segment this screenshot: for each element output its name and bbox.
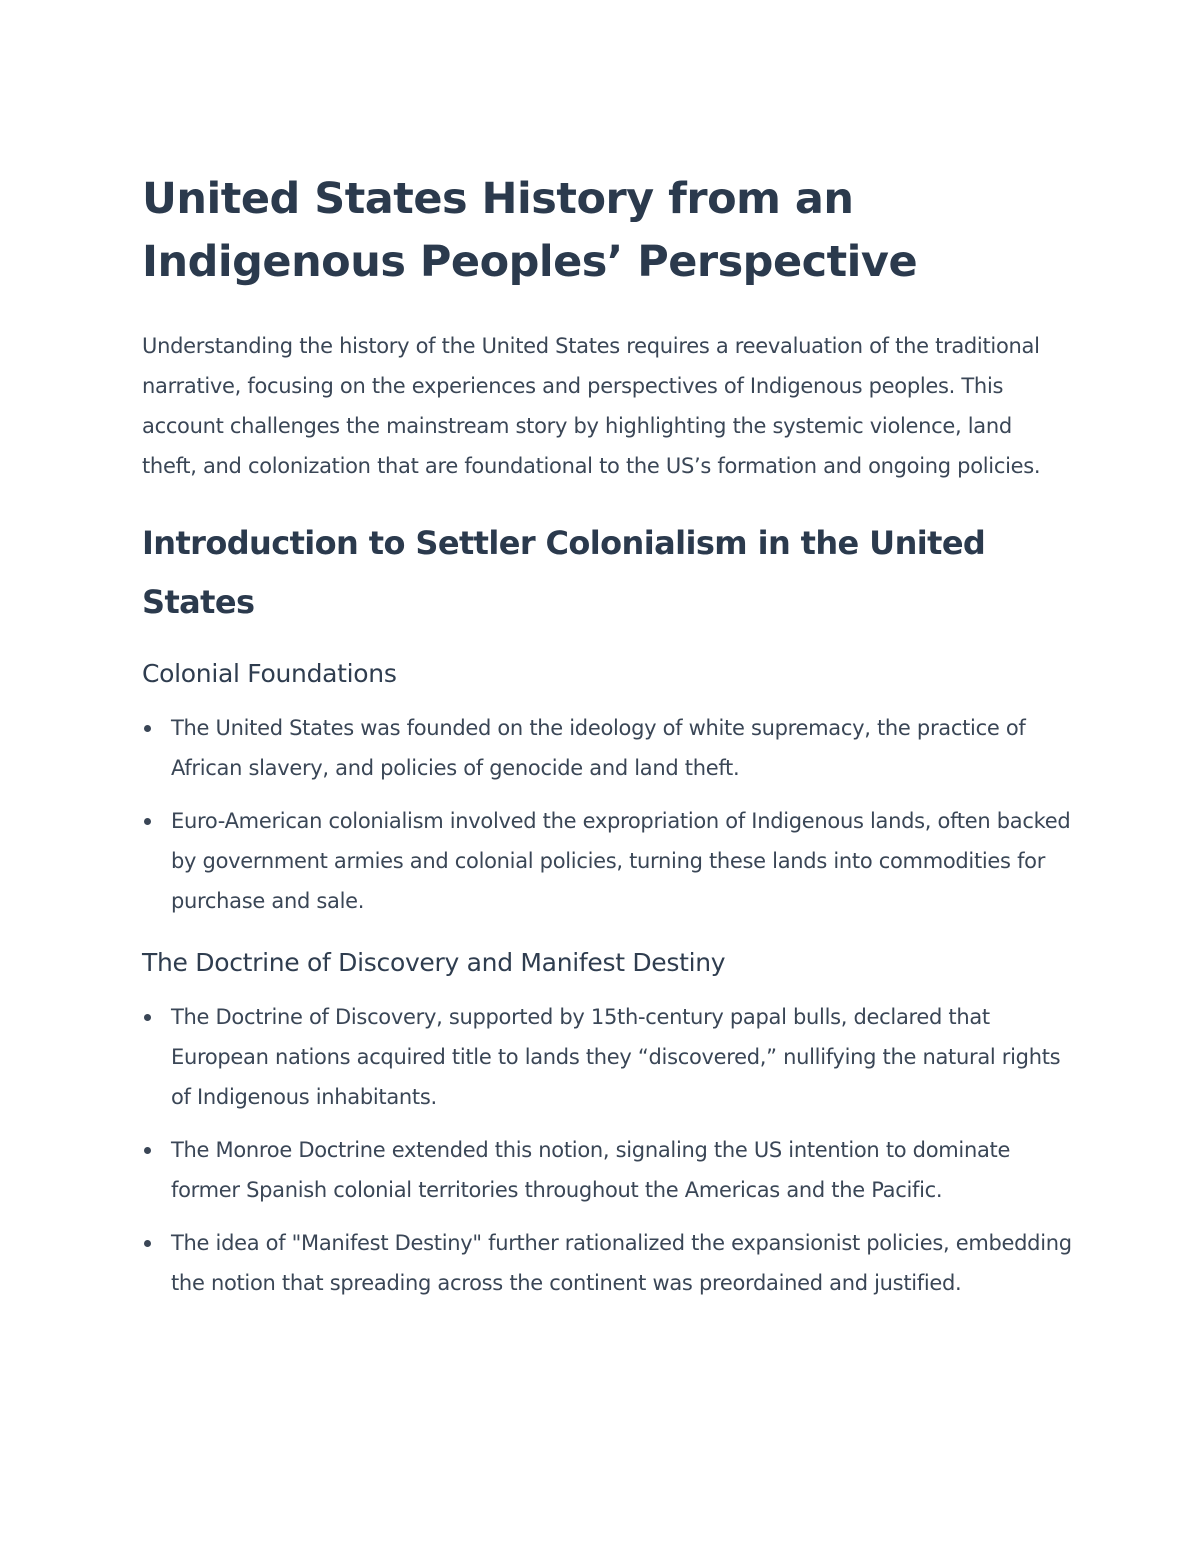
- list-item: [142, 997, 1072, 1117]
- list-item: [142, 1130, 1072, 1210]
- bullet-icon: [144, 1147, 151, 1154]
- list-item-text: The United States was founded on the ideology of white supremacy, the practice of African slavery, and policies of genocide and land theft.: [171, 716, 1026, 780]
- document-page: [142, 168, 1072, 1316]
- list-item-text: Euro-American colonialism involved the expropriation of Indigenous lands, often backed by government armies and colonial policies, turning these lands into commodities for purchase and sale.: [171, 809, 1071, 913]
- bullet-icon: [144, 725, 151, 732]
- list-item: [142, 708, 1072, 788]
- list-item: [142, 801, 1072, 921]
- list-item-text: The Monroe Doctrine extended this notion, signaling the US intention to dominate former Spanish colonial territories throughout the Americas and the Pacific.: [171, 1138, 1011, 1202]
- list-item-text: The Doctrine of Discovery, supported by 15th-century papal bulls, declared that European nations acquired title to lands they “discovered,” nullifying the natural rights of Indigenous inhabitants.: [171, 1005, 1061, 1109]
- bullet-icon: [144, 1014, 151, 1021]
- list-item: [142, 1223, 1072, 1303]
- document-title: United States History from an Indigenous Peoples’ Perspective: [142, 174, 918, 287]
- subsection-title-doctrine-of-discovery: The Doctrine of Discovery and Manifest Destiny: [142, 948, 726, 977]
- list-item-text: The idea of "Manifest Destiny" further rationalized the expansionist policies, embedding the notion that spreading across the continent was preordained and justified.: [171, 1231, 1072, 1295]
- subsection-title-colonial-foundations: Colonial Foundations: [142, 659, 397, 688]
- bullet-icon: [144, 1240, 151, 1247]
- bullet-icon: [144, 818, 151, 825]
- bullet-list-doctrine-of-discovery: [142, 997, 1072, 1303]
- bullet-list-colonial-foundations: [142, 708, 1072, 921]
- section-title: Introduction to Settler Colonialism in the United States: [142, 524, 986, 621]
- intro-paragraph: Understanding the history of the United States requires a reevaluation of the traditional narrative, focusing on the experiences and perspectives of Indigenous peoples. This account challenges the mainstream story by highlighting the systemic violence, land theft, and colonization that are foundational to the US’s formation and ongoing policies.: [142, 334, 1041, 478]
